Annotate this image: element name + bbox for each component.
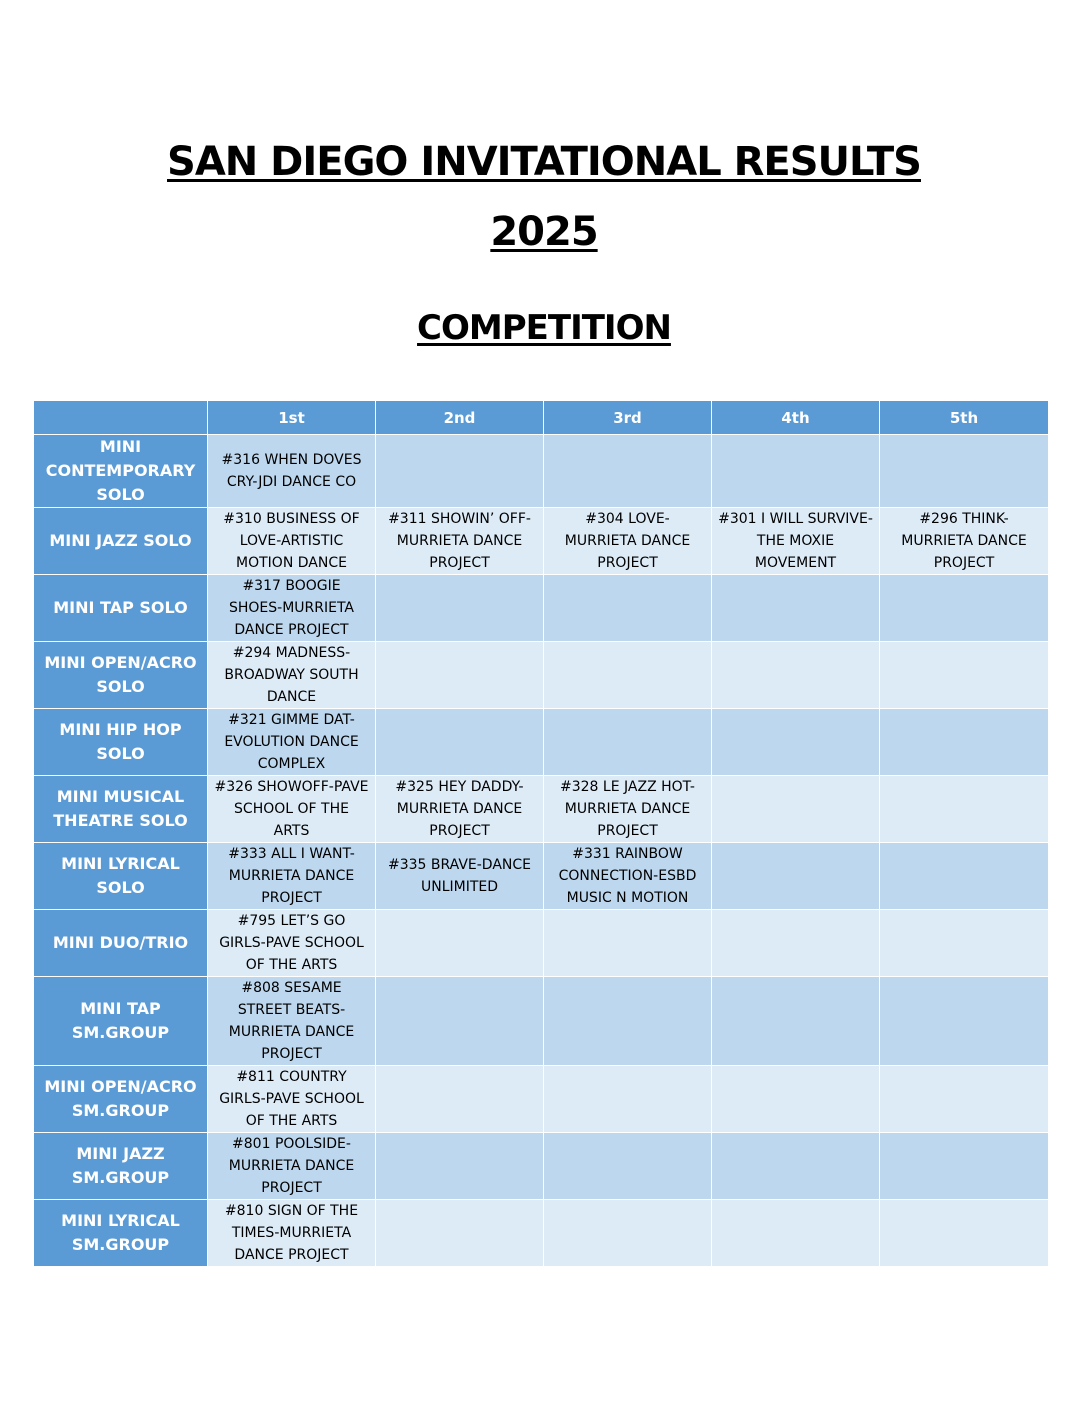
placement-cell-4th xyxy=(712,435,880,508)
placement-cell-1st: #810 SIGN OF THE TIMES-MURRIETA DANCE PROJECT xyxy=(208,1200,376,1267)
placement-cell-5th xyxy=(880,575,1049,642)
placement-cell-5th xyxy=(880,910,1049,977)
placement-cell-5th xyxy=(880,843,1049,910)
placement-cell-5th: #296 THINK-MURRIETA DANCE PROJECT xyxy=(880,508,1049,575)
column-header-category xyxy=(34,401,208,435)
category-cell: MINI JAZZ SOLO xyxy=(34,508,208,575)
placement-cell-5th xyxy=(880,435,1049,508)
placement-cell-2nd xyxy=(376,435,544,508)
placement-cell-5th xyxy=(880,1200,1049,1267)
category-cell: MINI OPEN/ACRO SOLO xyxy=(34,642,208,709)
placement-cell-2nd xyxy=(376,1066,544,1133)
category-cell: MINI DUO/TRIO xyxy=(34,910,208,977)
placement-cell-5th xyxy=(880,709,1049,776)
placement-cell-4th xyxy=(712,642,880,709)
table-row xyxy=(34,435,1049,508)
table-row xyxy=(34,1133,1049,1200)
placement-cell-1st: #321 GIMME DAT-EVOLUTION DANCE COMPLEX xyxy=(208,709,376,776)
placement-cell-3rd: #304 LOVE-MURRIETA DANCE PROJECT xyxy=(544,508,712,575)
category-cell: MINI TAP SM.GROUP xyxy=(34,977,208,1066)
placement-cell-3rd xyxy=(544,1133,712,1200)
placement-cell-1st: #801 POOLSIDE-MURRIETA DANCE PROJECT xyxy=(208,1133,376,1200)
category-cell: MINI CONTEMPORARY SOLO xyxy=(34,435,208,508)
placement-cell-4th xyxy=(712,709,880,776)
table-row xyxy=(34,977,1049,1066)
column-header-2nd: 2nd xyxy=(376,401,544,435)
placement-cell-1st: #294 MADNESS-BROADWAY SOUTH DANCE xyxy=(208,642,376,709)
category-cell: MINI HIP HOP SOLO xyxy=(34,709,208,776)
category-cell: MINI JAZZ SM.GROUP xyxy=(34,1133,208,1200)
placement-cell-1st: #316 WHEN DOVES CRY-JDI DANCE CO xyxy=(208,435,376,508)
placement-cell-1st: #808 SESAME STREET BEATS-MURRIETA DANCE PROJECT xyxy=(208,977,376,1066)
placement-cell-2nd xyxy=(376,910,544,977)
placement-cell-3rd xyxy=(544,910,712,977)
placement-cell-1st: #310 BUSINESS OF LOVE-ARTISTIC MOTION DANCE xyxy=(208,508,376,575)
placement-cell-2nd: #311 SHOWIN’ OFF-MURRIETA DANCE PROJECT xyxy=(376,508,544,575)
placement-cell-4th xyxy=(712,1066,880,1133)
placement-cell-3rd xyxy=(544,642,712,709)
placement-cell-2nd xyxy=(376,1133,544,1200)
table-header-row xyxy=(34,401,1049,435)
placement-cell-4th xyxy=(712,1200,880,1267)
table-row xyxy=(34,709,1049,776)
table-row xyxy=(34,843,1049,910)
placement-cell-3rd xyxy=(544,1066,712,1133)
placement-cell-5th xyxy=(880,642,1049,709)
placement-cell-2nd xyxy=(376,709,544,776)
placement-cell-4th xyxy=(712,776,880,843)
column-header-5th: 5th xyxy=(880,401,1049,435)
placement-cell-5th xyxy=(880,977,1049,1066)
results-table xyxy=(33,400,1049,1267)
placement-cell-5th xyxy=(880,1066,1049,1133)
placement-cell-2nd: #325 HEY DADDY-MURRIETA DANCE PROJECT xyxy=(376,776,544,843)
table-row xyxy=(34,776,1049,843)
category-cell: MINI MUSICAL THEATRE SOLO xyxy=(34,776,208,843)
placement-cell-5th xyxy=(880,776,1049,843)
placement-cell-1st: #795 LET’S GO GIRLS-PAVE SCHOOL OF THE ARTS xyxy=(208,910,376,977)
page-title: SAN DIEGO INVITATIONAL RESULTS xyxy=(167,139,921,185)
placement-cell-1st: #317 BOOGIE SHOES-MURRIETA DANCE PROJECT xyxy=(208,575,376,642)
page-title-year: 2025 xyxy=(490,209,598,255)
placement-cell-4th xyxy=(712,977,880,1066)
section-subtitle: COMPETITION xyxy=(417,308,671,348)
placement-cell-3rd xyxy=(544,435,712,508)
column-header-4th: 4th xyxy=(712,401,880,435)
category-cell: MINI LYRICAL SOLO xyxy=(34,843,208,910)
placement-cell-4th xyxy=(712,843,880,910)
placement-cell-3rd xyxy=(544,709,712,776)
placement-cell-2nd xyxy=(376,575,544,642)
category-cell: MINI LYRICAL SM.GROUP xyxy=(34,1200,208,1267)
placement-cell-4th xyxy=(712,910,880,977)
column-header-1st: 1st xyxy=(208,401,376,435)
placement-cell-2nd: #335 BRAVE-DANCE UNLIMITED xyxy=(376,843,544,910)
category-cell: MINI OPEN/ACRO SM.GROUP xyxy=(34,1066,208,1133)
placement-cell-1st: #326 SHOWOFF-PAVE SCHOOL OF THE ARTS xyxy=(208,776,376,843)
table-row xyxy=(34,1200,1049,1267)
placement-cell-4th xyxy=(712,1133,880,1200)
table-row xyxy=(34,508,1049,575)
placement-cell-3rd xyxy=(544,977,712,1066)
table-row xyxy=(34,642,1049,709)
placement-cell-3rd xyxy=(544,575,712,642)
placement-cell-2nd xyxy=(376,1200,544,1267)
category-cell: MINI TAP SOLO xyxy=(34,575,208,642)
placement-cell-1st: #333 ALL I WANT-MURRIETA DANCE PROJECT xyxy=(208,843,376,910)
placement-cell-3rd: #331 RAINBOW CONNECTION-ESBD MUSIC N MOTION xyxy=(544,843,712,910)
placement-cell-3rd xyxy=(544,1200,712,1267)
placement-cell-4th: #301 I WILL SURVIVE-THE MOXIE MOVEMENT xyxy=(712,508,880,575)
table-row xyxy=(34,1066,1049,1133)
table-row xyxy=(34,910,1049,977)
placement-cell-5th xyxy=(880,1133,1049,1200)
placement-cell-3rd: #328 LE JAZZ HOT-MURRIETA DANCE PROJECT xyxy=(544,776,712,843)
placement-cell-2nd xyxy=(376,642,544,709)
placement-cell-1st: #811 COUNTRY GIRLS-PAVE SCHOOL OF THE ARTS xyxy=(208,1066,376,1133)
placement-cell-2nd xyxy=(376,977,544,1066)
placement-cell-4th xyxy=(712,575,880,642)
table-row xyxy=(34,575,1049,642)
column-header-3rd: 3rd xyxy=(544,401,712,435)
